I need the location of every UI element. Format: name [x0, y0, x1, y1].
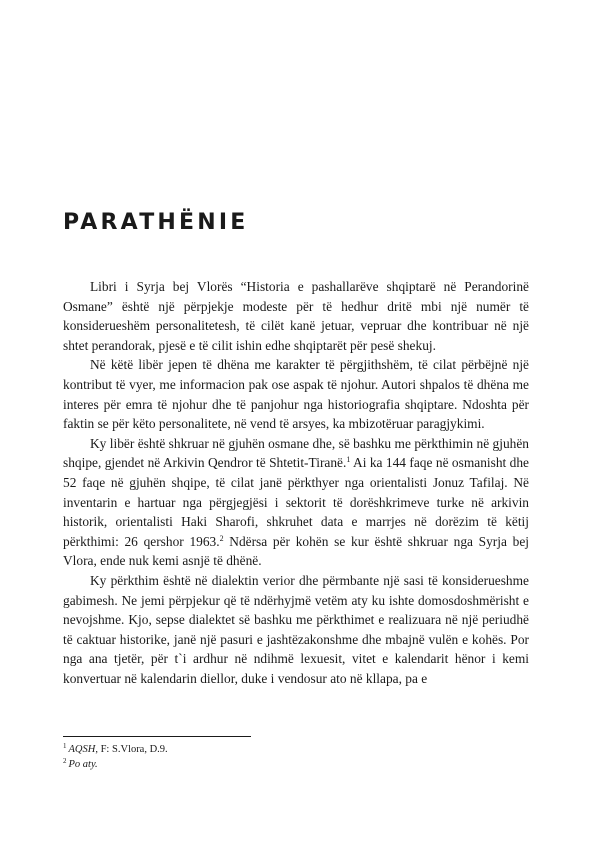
- paragraph-text: Ai ka 144 faqe në osmanisht dhe 52 faqe në gjuhën shqipe, të cilat janë përkthyer nga orientalisti Jonuz Tafilaj. Në inventarin e hartuar nga përgjegjësi i sektorit të dorëshkrimeve turke në arkivin historik, orientalisti Haki Sharofi, shkruhet data e marrjes në dorëzim të këtij përkthimi: 26 qershor 1963.: [63, 455, 529, 549]
- footnotes: [63, 742, 529, 772]
- paragraph-text: Ky përkthim është në dialektin verior dhe përmbante një sasi të konsiderueshme gabimesh. Ne jemi përpjekur që të ndërhyjmë vetëm aty ku ishte domosdoshmërisht e nevojshme. Kjo, sepse dialektet së bashku me përkthimet e realizuara në një periudhë të caktuar historike, janë një pasuri e jashtëzakonshme dhe mbajnë vulën e kohës. Por nga ana tjetër, për t`i ardhur në ndihmë lexuesit, vitet e kalendarit hënor i kemi konvertuar në kalendarin diellor, duke i vendosur ato në kllapa, pa e: [63, 572, 529, 686]
- footnote-number: 2: [63, 757, 67, 765]
- footnote-separator: [63, 736, 251, 737]
- footnote-reference: 1: [346, 455, 351, 465]
- paragraph-text: Në këtë libër jepen të dhëna me karakter të përgjithshëm, të cilat përbëjnë një kontribut të vyer, me informacion pak ose aspak të njohur. Autori shpalos të dhëna me interes për emra të njohur dhe të panjohur nga historiografia shqiptare. Ndoshta për faktin se për këto personalitete, në vend të arsyes, ka mbizotëruar paragjykimi.: [63, 357, 529, 432]
- footnote-reference: 2: [219, 533, 224, 543]
- footnote: [63, 757, 529, 772]
- paragraph: [63, 355, 529, 433]
- footnote-number: 1: [63, 742, 67, 750]
- footnote: [63, 742, 529, 757]
- paragraph-text: Ndërsa për kohën se kur është shkruar nga Syrja bej Vlora, ende nuk kemi asnjë të dhënë.: [63, 533, 529, 569]
- footnote-text: , F: S.Vlora, D.9.: [95, 744, 168, 755]
- paragraph: [63, 277, 529, 355]
- footnote-source: AQSH: [68, 744, 96, 755]
- paragraph: [63, 434, 529, 571]
- paragraph-text: Libri i Syrja bej Vlorës “Historia e pashallarëve shqiptarë në Perandorinë Osmane” është një përpjekje modeste për të hedhur dritë mbi një numër të konsiderueshëm personalitetesh, të cilët kanë jetuar, vepruar dhe kontribuar në një shtet perandorak, pjesë e të cilit ishin edhe shqiptarët për pesë shekuj.: [63, 279, 529, 353]
- footnote-source: Po aty.: [68, 759, 98, 770]
- paragraph: [63, 571, 529, 689]
- body-text: [63, 277, 529, 688]
- page-title: PARATHËNIE: [63, 210, 249, 235]
- paragraph-text: Ky libër është shkruar në gjuhën osmane dhe, së bashku me përkthimin në gjuhën shqipe, gjendet në Arkivin Qendror të Shtetit-Tiranë.: [63, 435, 529, 471]
